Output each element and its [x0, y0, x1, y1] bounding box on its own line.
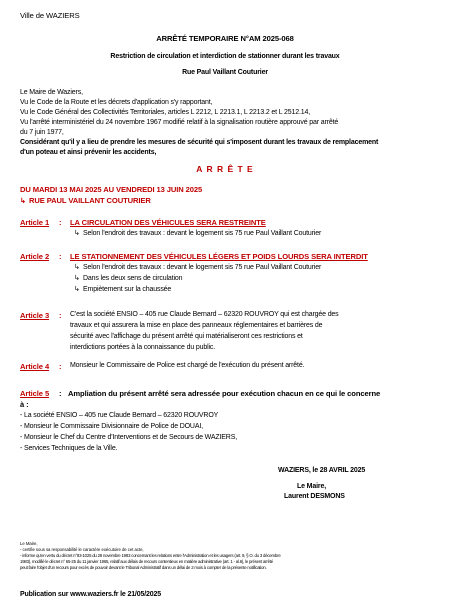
hook-arrow-icon: ↳ [74, 230, 80, 237]
article-2-item-text: Dans les deux sens de circulation [83, 275, 183, 282]
article-2-title: LE STATIONNEMENT DES VÉHICULES LÉGERS ET POIDS LOURDS SERA INTERDIT [70, 252, 368, 261]
article-3-line: interdictions portées à la connaissance du public. [70, 344, 216, 351]
article-1-item-text: Selon l'endroit des travaux : devant le logement sis 75 rue Paul Vaillant Couturier [83, 230, 322, 237]
period-dates: DU MARDI 13 MAI 2025 AU VENDREDI 13 JUIN 2025 [20, 185, 203, 194]
footnote-line: 1983), modifié le décret n° 65-25 du 11 janvier 1965, relatif aux délais de recours contentieux en matière administrative (art. 1 - al.6), le présent arrêté [20, 559, 273, 564]
city-name: Ville de WAZIERS [20, 11, 80, 20]
preamble-line: Le Maire de Waziers, [20, 89, 83, 96]
hook-arrow-icon: ↳ [74, 264, 80, 271]
recipient-item: - Monsieur le Chef du Centre d'Interventions et de Secours de WAZIERS, [20, 434, 238, 441]
article-5-label: Article 5 [20, 389, 50, 398]
article-1-title: LA CIRCULATION DES VÉHICULES SERA RESTREINTE [70, 218, 266, 227]
article-5-title: Ampliation du présent arrêté sera adressée pour exécution chacun en ce qui le concerne [68, 389, 381, 398]
article-colon: : [59, 362, 62, 371]
period-location-text: RUE PAUL VAILLANT COUTURIER [29, 196, 151, 205]
period-location [20, 196, 151, 205]
considering-line: Considérant qu'il y a lieu de prendre les mesures de sécurité qui s'imposent durant les travaux de remplacement [20, 139, 379, 146]
hook-arrow-icon: ↳ [74, 275, 80, 282]
article-2-item-text: Empiètement sur la chaussée [83, 286, 172, 293]
publication-notice: Publication sur www.waziers.fr le 21/05/2025 [20, 591, 161, 598]
article-1-label: Article 1 [20, 218, 50, 227]
footnote-line: - informe qu'en vertu du décret n°83-1025 du 28 novembre 1983 concernant les relations entre l'Administration et les usagers (art. 9, § O. du 3 décembre [20, 553, 281, 558]
footnote-line: peut faire l'objet d'un recours pour excès de pouvoir devant le Tribunal Administratif dans un délai de 2 mois à compter de la présente notification. [20, 565, 267, 570]
preamble-line: Vu l'arrêté interministériel du 24 novembre 1967 modifié relatif à la signalisation routière approuvé par arrêté [20, 119, 339, 126]
footnote-line: Le Maire, [20, 541, 38, 546]
article-3-line: C'est la société ENSIO – 405 rue Claude Bernard – 62320 ROUVROY qui est chargée des [70, 311, 339, 318]
hook-arrow-icon: ↳ [74, 286, 80, 293]
signature-place-date: WAZIERS, le 28 AVRIL 2025 [278, 467, 366, 474]
decree-subject: Restriction de circulation et interdiction de stationner durant les travaux [110, 53, 340, 60]
article-4-text: Monsieur le Commissaire de Police est chargé de l'exécution du présent arrêté. [70, 362, 305, 369]
decree-street: Rue Paul Vaillant Couturier [182, 69, 268, 76]
article-2-item-text: Selon l'endroit des travaux : devant le logement sis 75 rue Paul Vaillant Couturier [83, 264, 322, 271]
considering-line: d'un poteau et ainsi prévenir les accidents, [20, 149, 157, 156]
article-5-title-end: à : [20, 400, 29, 409]
article-2-item [74, 274, 182, 282]
hook-arrow-icon: ↳ [20, 198, 26, 205]
footnote-line: - certifie sous sa responsabilité le caractère exécutoire de cet acte, [20, 547, 144, 552]
article-3-line: sécurité avec l'affichage du présent arrêté qui matérialiseront ces restrictions et [70, 333, 303, 340]
article-colon: : [59, 218, 62, 227]
preamble-line: Vu le Code de la Route et les décrets d'application s'y rapportant, [20, 99, 213, 106]
preamble-line: du 7 juin 1977, [20, 129, 64, 136]
preamble-line: Vu le Code Général des Collectivités Territoriales, articles L 2212, L 2213.1, L 2213.2 et L 2512.14, [20, 109, 311, 116]
decree-title: ARRÊTÉ TEMPORAIRE N°AM 2025-068 [156, 34, 294, 43]
article-4-label: Article 4 [20, 362, 50, 371]
article-2-item [74, 263, 321, 271]
article-2-label: Article 2 [20, 252, 50, 261]
article-2-item [74, 285, 171, 293]
recipient-item: - Monsieur le Commissaire Divisionnaire de Police de DOUAI, [20, 423, 203, 430]
article-colon: : [59, 311, 62, 320]
decree-heading: A R R Ê T E [196, 164, 254, 174]
article-colon: : [59, 389, 62, 398]
article-1-item [74, 229, 321, 237]
article-3-line: travaux et qui assurera la mise en place des panneaux réglementaires et barrières de [70, 322, 323, 329]
recipient-item: - La société ENSIO – 405 rue Claude Bernard – 62320 ROUVROY [20, 412, 219, 419]
signature-name: Laurent DESMONS [284, 493, 345, 500]
article-3-label: Article 3 [20, 311, 50, 320]
signature-role: Le Maire, [297, 483, 326, 490]
recipient-item: - Services Techniques de la Ville. [20, 445, 118, 452]
article-colon: : [59, 252, 62, 261]
